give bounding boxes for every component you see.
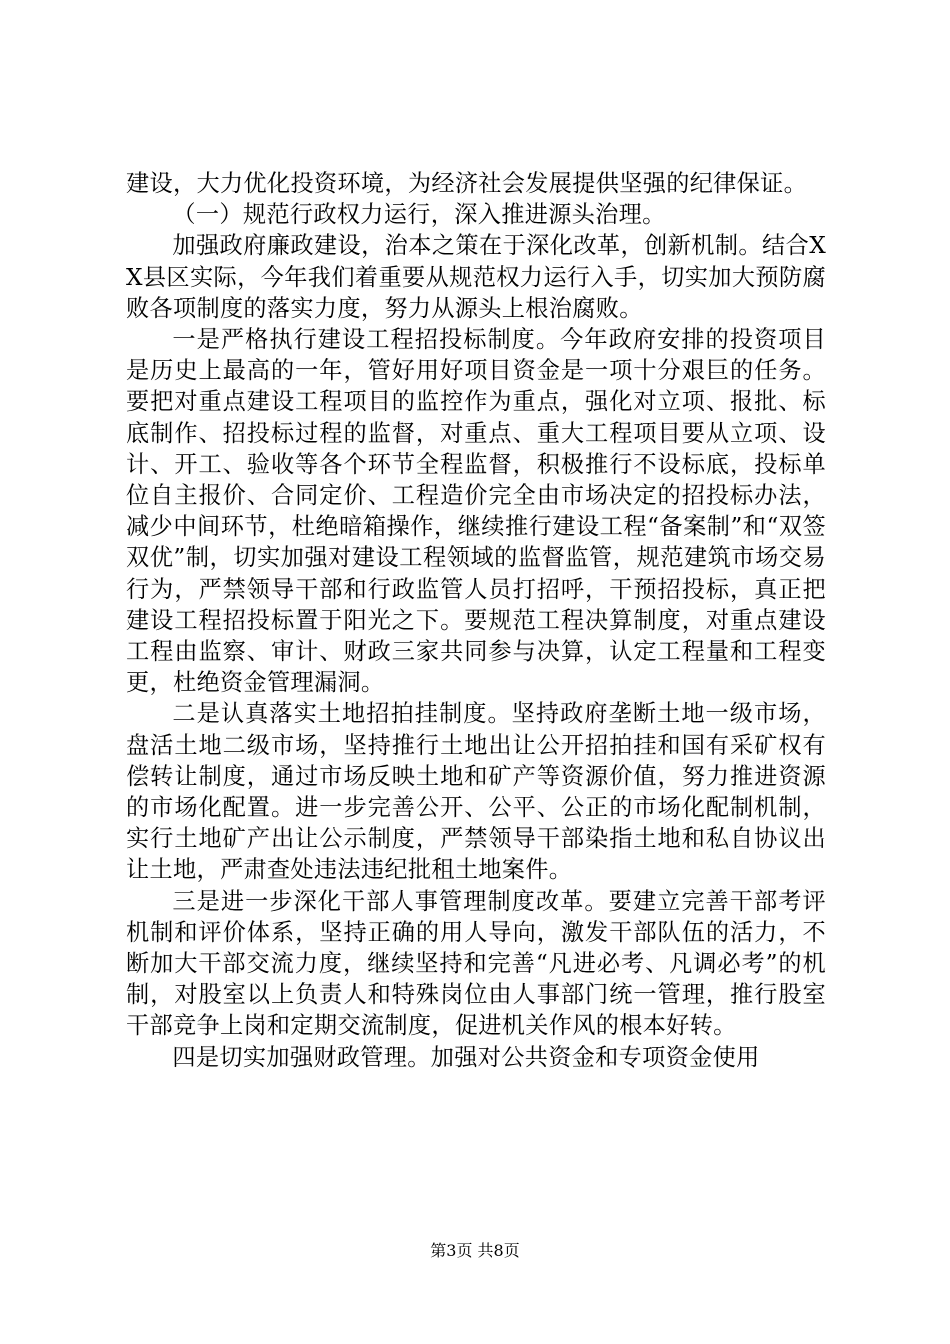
section-heading: （一）规范行政权力运行，深入推进源头治理。 xyxy=(172,201,666,229)
document-body xyxy=(126,168,826,1073)
paragraph-item-2: 二是认真落实土地招拍挂制度。坚持政府垄断土地一级市场，盘活土地二级市场，坚持推行土地出让公开招拍挂和国有采矿权有偿转让制度，通过市场反映土地和矿产等资源价值，努力推进资源的市场化配置。进一步完善公开、公平、公正的市场化配制机制，实行土地矿产出让公示制度，严禁领导干部染指土地和私自协议出让土地，严肃查处违法违纪批租土地案件。 xyxy=(126,700,826,884)
paragraph-item-1: 一是严格执行建设工程招投标制度。今年政府安排的投资项目是历史上最高的一年，管好用好项目资金是一项十分艰巨的任务。要把对重点建设工程项目的监控作为重点，强化对立项、报批、标底制作、招投标过程的监督，对重点、重大工程项目要从立项、设计、开工、验收等各个环节全程监督，积极推行不设标底，投标单位自主报价、合同定价、工程造价完全由市场决定的招投标办法，减少中间环节，杜绝暗箱操作，继续推行建设工程“备案制”和“双签双优”制，切实加强对建设工程领域的监督监管，规范建筑市场交易行为，严禁领导干部和行政监管人员打招呼，干预招投标，真正把建设工程招投标置于阳光之下。要规范工程决算制度，对重点建设工程由监察、审计、财政三家共同参与决算，认定工程量和工程变更，杜绝资金管理漏洞。 xyxy=(126,326,826,697)
paragraph-item-3: 三是进一步深化干部人事管理制度改革。要建立完善干部考评机制和评价体系，坚持正确的用人导向，激发干部队伍的活力，不断加大干部交流力度，继续坚持和完善“凡进必考、凡调必考”的机制，对股室以上负责人和特殊岗位由人事部门统一管理，推行股室干部竞争上岗和定期交流制度，促进机关作风的根本好转。 xyxy=(126,887,826,1040)
paragraph-intro: 加强政府廉政建设，治本之策在于深化改革，创新机制。结合XX县区实际，今年我们着重要从规范权力运行入手，切实加大预防腐败各项制度的落实力度，努力从源头上根治腐败。 xyxy=(126,232,826,322)
page-footer: 第3页 共8页 xyxy=(430,1241,520,1260)
paragraph-continuation: 建设，大力优化投资环境，为经济社会发展提供坚强的纪律保证。 xyxy=(126,170,808,197)
paragraph-item-4: 四是切实加强财政管理。加强对公共资金和专项资金使用 xyxy=(172,1043,760,1071)
